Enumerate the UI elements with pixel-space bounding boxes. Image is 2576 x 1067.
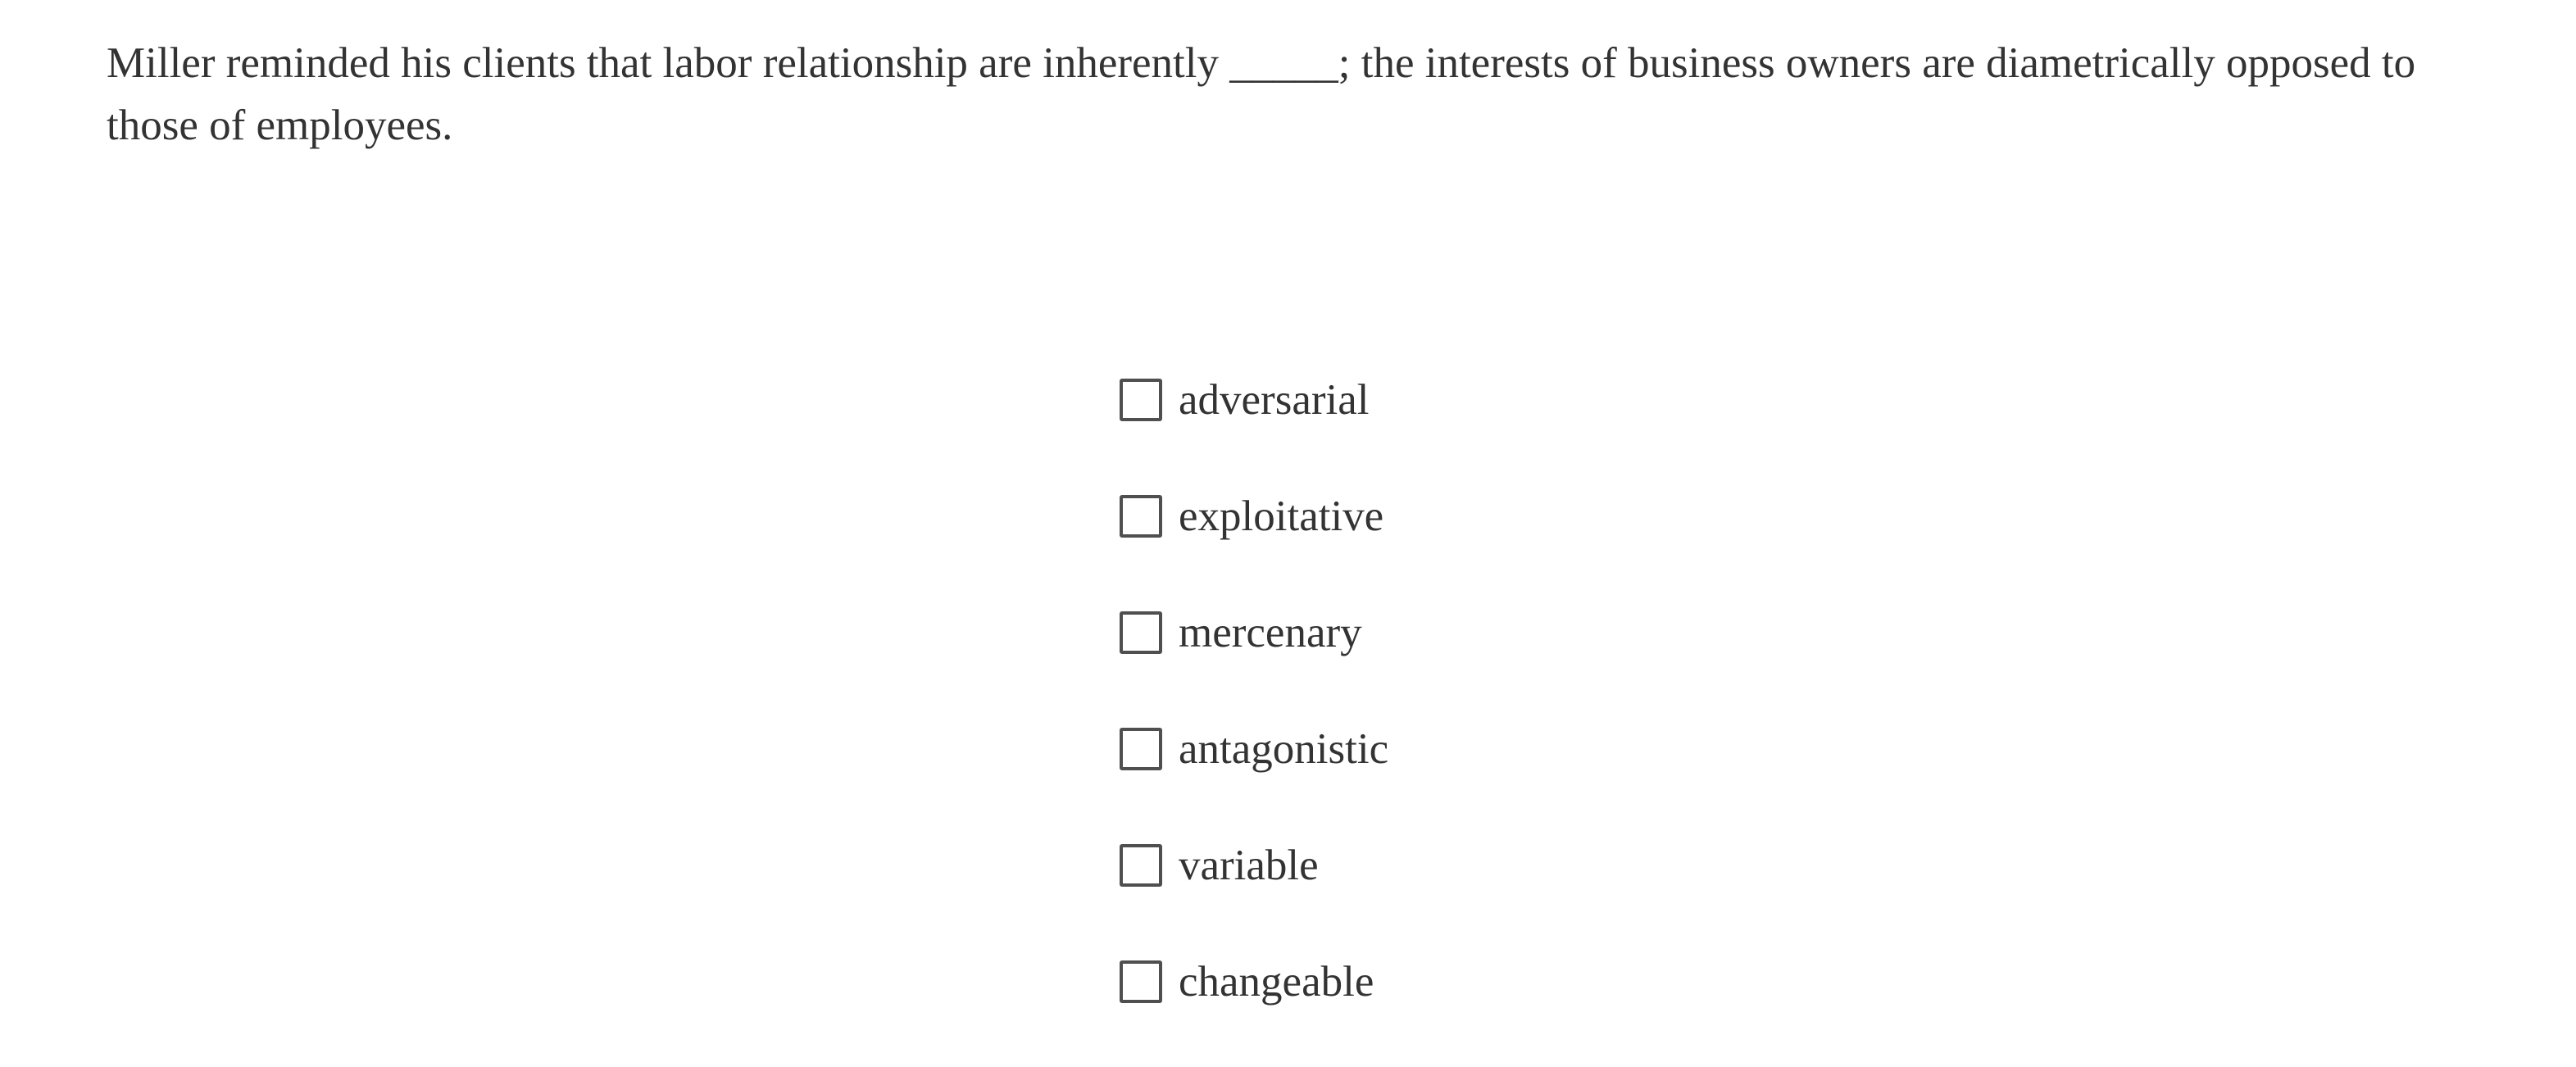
option-label-mercenary[interactable]: mercenary bbox=[1179, 609, 1362, 656]
option-label-antagonistic[interactable]: antagonistic bbox=[1179, 725, 1389, 773]
checkbox-exploitative[interactable] bbox=[1120, 495, 1162, 538]
checkbox-variable[interactable] bbox=[1120, 844, 1162, 887]
option-row-exploitative[interactable] bbox=[1120, 485, 1388, 547]
option-label-variable[interactable]: variable bbox=[1179, 842, 1319, 889]
option-row-variable[interactable] bbox=[1120, 834, 1388, 897]
option-label-exploitative[interactable]: exploitative bbox=[1179, 493, 1384, 540]
checkbox-antagonistic[interactable] bbox=[1120, 728, 1162, 770]
checkbox-adversarial[interactable] bbox=[1120, 379, 1162, 421]
option-row-antagonistic[interactable] bbox=[1120, 718, 1388, 780]
option-row-mercenary[interactable] bbox=[1120, 602, 1388, 664]
checkbox-mercenary[interactable] bbox=[1120, 611, 1162, 654]
option-label-changeable[interactable]: changeable bbox=[1179, 958, 1374, 1006]
question-text bbox=[107, 32, 2483, 157]
option-row-adversarial[interactable] bbox=[1120, 369, 1388, 431]
answer-blank: _____ bbox=[1229, 39, 1338, 87]
checkbox-changeable[interactable] bbox=[1120, 960, 1162, 1003]
option-label-adversarial[interactable]: adversarial bbox=[1179, 376, 1370, 424]
question-text-before-blank: Miller reminded his clients that labor relationship are inherently bbox=[107, 39, 1230, 87]
question-text-after-blank: ; the interests of business owners are diametrically opposed to those of employees. bbox=[107, 39, 2416, 149]
options-list bbox=[1120, 369, 1388, 1067]
option-row-changeable[interactable] bbox=[1120, 951, 1388, 1013]
